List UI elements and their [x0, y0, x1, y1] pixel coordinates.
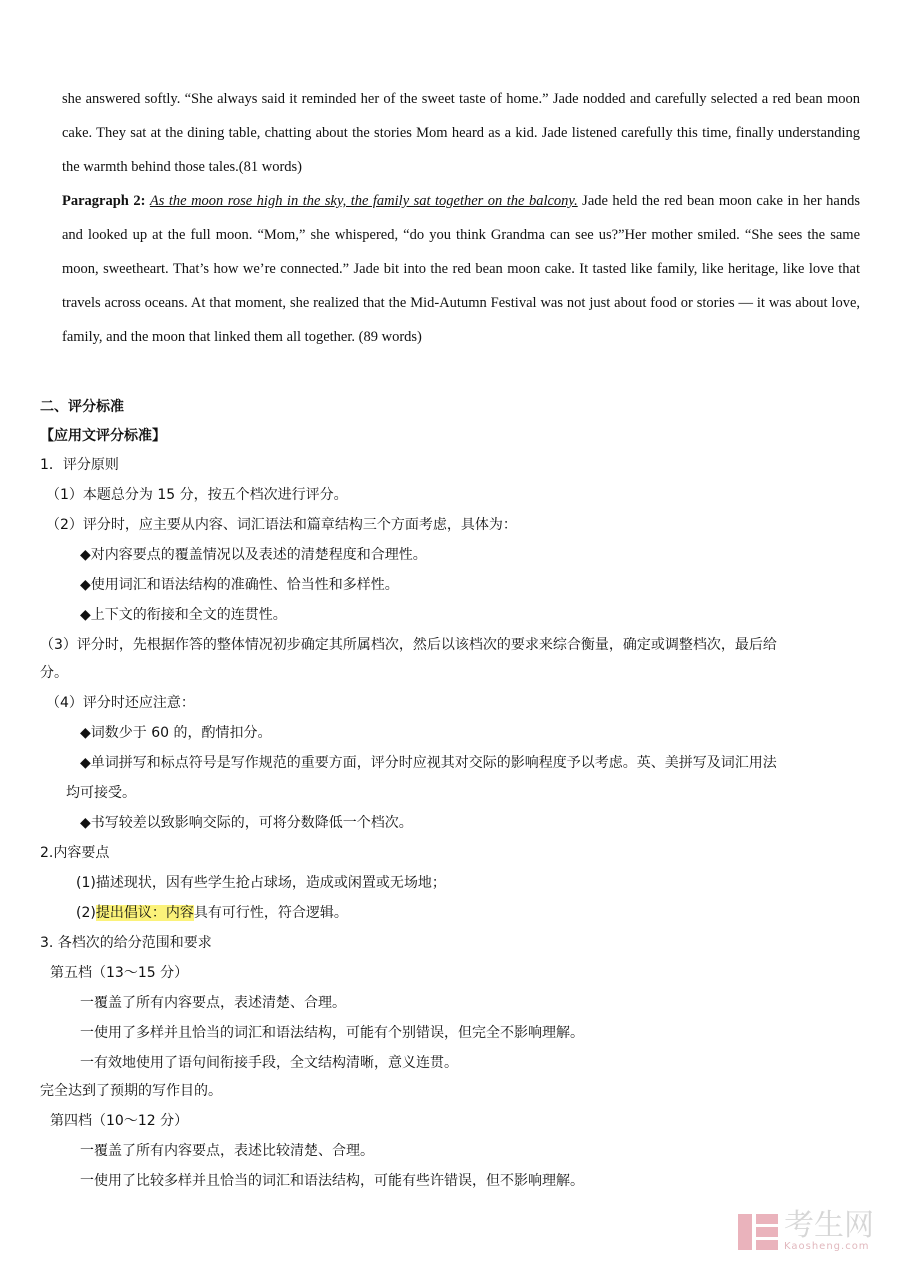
- rule-4-item-b-line-2: 均可接受。: [66, 785, 136, 801]
- content-point-1: (1)描述现状，因有些学生抢占球场，造成或闲置或无场地；: [76, 875, 446, 891]
- grade-4-title: 第四档（10～12 分）: [50, 1113, 189, 1129]
- grade-4-item-b: 一使用了比较多样并且恰当的词汇和语法结构，可能有些许错误，但不影响理解。: [80, 1173, 584, 1189]
- grade-5-item-c: 一有效地使用了语句间衔接手段，全文结构清晰，意义连贯。: [80, 1055, 458, 1071]
- content-point-2: [76, 902, 348, 922]
- grade-5-item-d: 完全达到了预期的写作目的。: [40, 1083, 222, 1099]
- rule-4-item-c: ◆书写较差以致影响交际的，可将分数降低一个档次。: [80, 815, 413, 831]
- heading-content-points: 2.内容要点: [40, 845, 110, 861]
- rule-4-item-a: ◆词数少于 60 的，酌情扣分。: [80, 725, 272, 741]
- content-point-2-highlight: 提出倡议：内容: [95, 905, 194, 921]
- rule-4: （4）评分时还应注意：: [46, 695, 195, 711]
- rule-3-line-2: 分。: [40, 665, 68, 681]
- logo-name: 考生网: [784, 1208, 874, 1243]
- essay-paragraph-1: she answered softly. “She always said it reminded her of the sweet taste of home.” Jade nodded and carefully selected a red bean moon cake. They sat at the dining table, chatting about the stories Mom heard as a kid. Jade listened carefully this time, finally understanding the warmth behind those tales.(81 words): [62, 91, 860, 175]
- sub-title: 【应用文评分标准】: [40, 428, 166, 444]
- essay-text: [62, 82, 860, 354]
- grade-5-title: 第五档（13～15 分）: [50, 965, 189, 981]
- paragraph-2-label: Paragraph 2:: [62, 193, 146, 209]
- rule-3-line-1: （3）评分时，先根据作答的整体情况初步确定其所属档次，然后以该档次的要求来综合衡量，确定或调整档次，最后给: [40, 637, 777, 653]
- section-title: 二、评分标准: [40, 399, 124, 415]
- rule-2-item-c: ◆上下文的衔接和全文的连贯性。: [80, 607, 287, 623]
- content-point-2-rest: 具有可行性，符合逻辑。: [193, 905, 348, 921]
- heading-principles: 1．评分原则: [40, 457, 119, 473]
- rule-2-item-b: ◆使用词汇和语法结构的准确性、恰当性和多样性。: [80, 577, 399, 593]
- grade-5-item-b: 一使用了多样并且恰当的词汇和语法结构，可能有个别错误，但完全不影响理解。: [80, 1025, 584, 1041]
- rule-2-item-a: ◆对内容要点的覆盖情况以及表述的清楚程度和合理性。: [80, 547, 427, 563]
- logo-icon: [738, 1214, 778, 1250]
- rule-4-item-b-line-1: ◆单词拼写和标点符号是写作规范的重要方面，评分时应视其对交际的影响程度予以考虑。英、美拼写及词汇用法: [80, 755, 777, 771]
- rule-1: （1）本题总分为 15 分，按五个档次进行评分。: [46, 487, 348, 503]
- content-point-2-prefix: (2): [76, 905, 96, 921]
- grade-5-item-a: 一覆盖了所有内容要点，表述清楚、合理。: [80, 995, 346, 1011]
- watermark-logo: [738, 1208, 874, 1252]
- essay-paragraph-2: [62, 184, 860, 354]
- paragraph-2-body: Jade held the red bean moon cake in her hands and looked up at the full moon. “Mom,” she whispered, “do you think Grandma can see us?”Her mother smiled. “She sees the same moon, sweetheart. That’s how we’re connected.” Jade bit into the red bean moon cake. It tasted like family, like heritage, like love that travels across oceans. At that moment, she realized that the Mid-Autumn Festival was not just about food or stories — it was about love, family, and the moon that linked them all together. (89 words): [62, 193, 861, 345]
- grade-4-item-a: 一覆盖了所有内容要点，表述比较清楚、合理。: [80, 1143, 374, 1159]
- paragraph-2-lead-sentence: As the moon rose high in the sky, the family sat together on the balcony.: [149, 193, 578, 209]
- heading-grade-levels: 3. 各档次的给分范围和要求: [40, 935, 212, 951]
- rule-2: （2）评分时，应主要从内容、词汇语法和篇章结构三个方面考虑，具体为：: [46, 517, 517, 533]
- logo-site: Kaosheng.com: [784, 1241, 870, 1252]
